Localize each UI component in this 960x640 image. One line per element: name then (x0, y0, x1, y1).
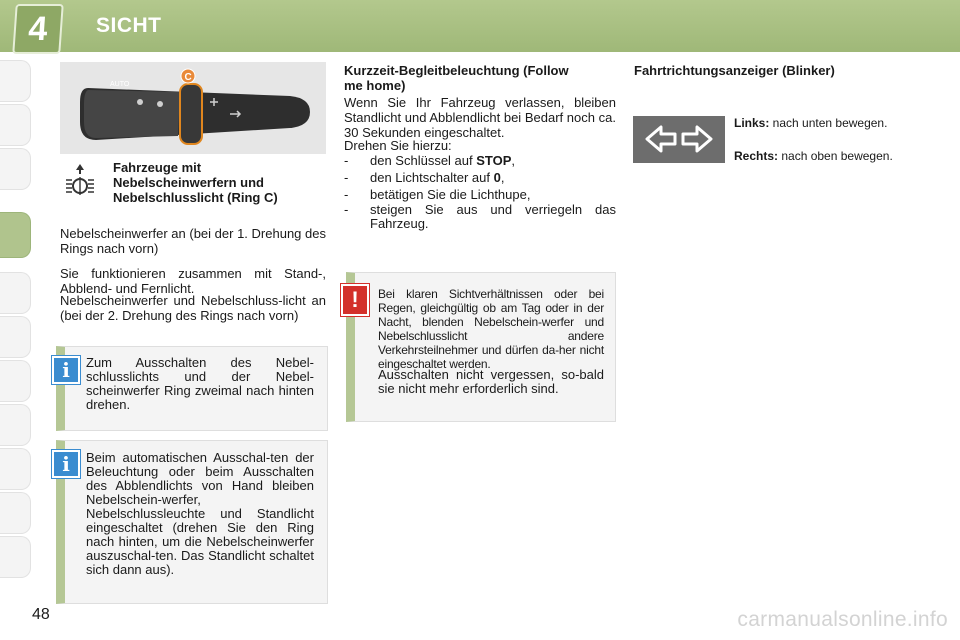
list-item: - betätigen Sie die Lichthupe, (344, 187, 531, 202)
info-text-switch-off: Zum Ausschalten des Nebel-schlusslichts und der Nebel-scheinwerfer Ring zweimal nach hinten drehen. (86, 355, 314, 412)
chapter-tab[interactable] (0, 148, 31, 190)
ring-label: C (184, 72, 192, 83)
warning-icon: ! (341, 284, 369, 316)
fog-light-icon (62, 162, 98, 200)
follow-me-home-lead: Drehen Sie hierzu: (344, 138, 452, 153)
info-icon: i (52, 450, 80, 478)
chapter-tab[interactable] (0, 536, 31, 578)
fog-lights-heading: Fahrzeuge mit Nebelscheinwerfern und Nebelschlusslicht (Ring C) (113, 160, 278, 205)
page-title: SICHT (96, 14, 162, 37)
chapter-tab[interactable] (0, 448, 31, 490)
light-stalk-illustration (60, 62, 326, 154)
watermark: carmanualsonline.info (737, 608, 948, 631)
chapter-tab-active[interactable] (0, 212, 31, 258)
follow-me-home-intro: Wenn Sie Ihr Fahrzeug verlassen, bleiben Standlicht und Abblendlicht bei Bedarf noch ca. 30 Sekunden eingeschaltet. (344, 95, 616, 140)
follow-me-home-heading: Kurzzeit-Begleitbeleuchtung (Follow me home) (344, 63, 569, 93)
chapter-tab[interactable] (0, 404, 31, 446)
turn-arrows-icon (633, 116, 725, 163)
chapter-number: 4 (12, 4, 63, 54)
follow-me-home-steps (344, 152, 616, 231)
chapter-tab[interactable] (0, 492, 31, 534)
turn-signal-image (633, 116, 725, 163)
warning-text-2: Ausschalten nicht vergessen, so-bald sie nicht mehr erforderlich sind. (378, 367, 604, 396)
chapter-tab[interactable] (0, 60, 31, 102)
list-item: - den Schlüssel auf STOP, (344, 153, 516, 168)
light-stalk-image (60, 62, 326, 154)
list-item: - den Lichtschalter auf 0, (344, 170, 505, 185)
fog-para-2: Sie funktionieren zusammen mit Stand-, Abblend- und Fernlicht. (60, 266, 326, 296)
turn-left-instruction: Links: nach unten bewegen. (734, 116, 888, 130)
page-number: 48 (32, 606, 50, 623)
chapter-tab[interactable] (0, 104, 31, 146)
turn-signal-heading: Fahrtrichtungsanzeiger (Blinker) (634, 63, 835, 78)
info-icon: i (52, 356, 80, 384)
warning-text-1: Bei klaren Sichtverhältnissen oder bei Regen, gleichgültig ob am Tag oder in der Nacht, blenden Nebelschein-werfer und Nebelschlusslicht andere Verkehrsteilnehmer und dürfen da-her nicht eingeschaltet werden. (378, 287, 604, 371)
info-text-automatic: Beim automatischen Ausschal-ten der Beleuchtung oder beim Ausschalten des Abblendlichts von Hand bleiben Nebelschein-werfer, Nebelschlussleuchte und Standlicht eingeschaltet (drehen Sie den Ring nach hinten, um die Nebelscheinwerfer auszuschal-ten. Das Standlicht schaltet sich dann aus). (86, 450, 314, 577)
list-item: - steigen Sie aus und verriegeln das Fahrzeug. (344, 202, 616, 231)
auto-label: AUTO (110, 81, 130, 88)
fog-para-3: Nebelscheinwerfer und Nebelschluss-licht an (bei der 2. Drehung des Rings nach vorn) (60, 293, 326, 323)
chapter-tab[interactable] (0, 316, 31, 358)
chapter-tab[interactable] (0, 272, 31, 314)
chapter-tab[interactable] (0, 360, 31, 402)
turn-right-instruction: Rechts: nach oben bewegen. (734, 149, 893, 163)
fog-para-1: Nebelscheinwerfer an (bei der 1. Drehung des Rings nach vorn) (60, 226, 326, 256)
